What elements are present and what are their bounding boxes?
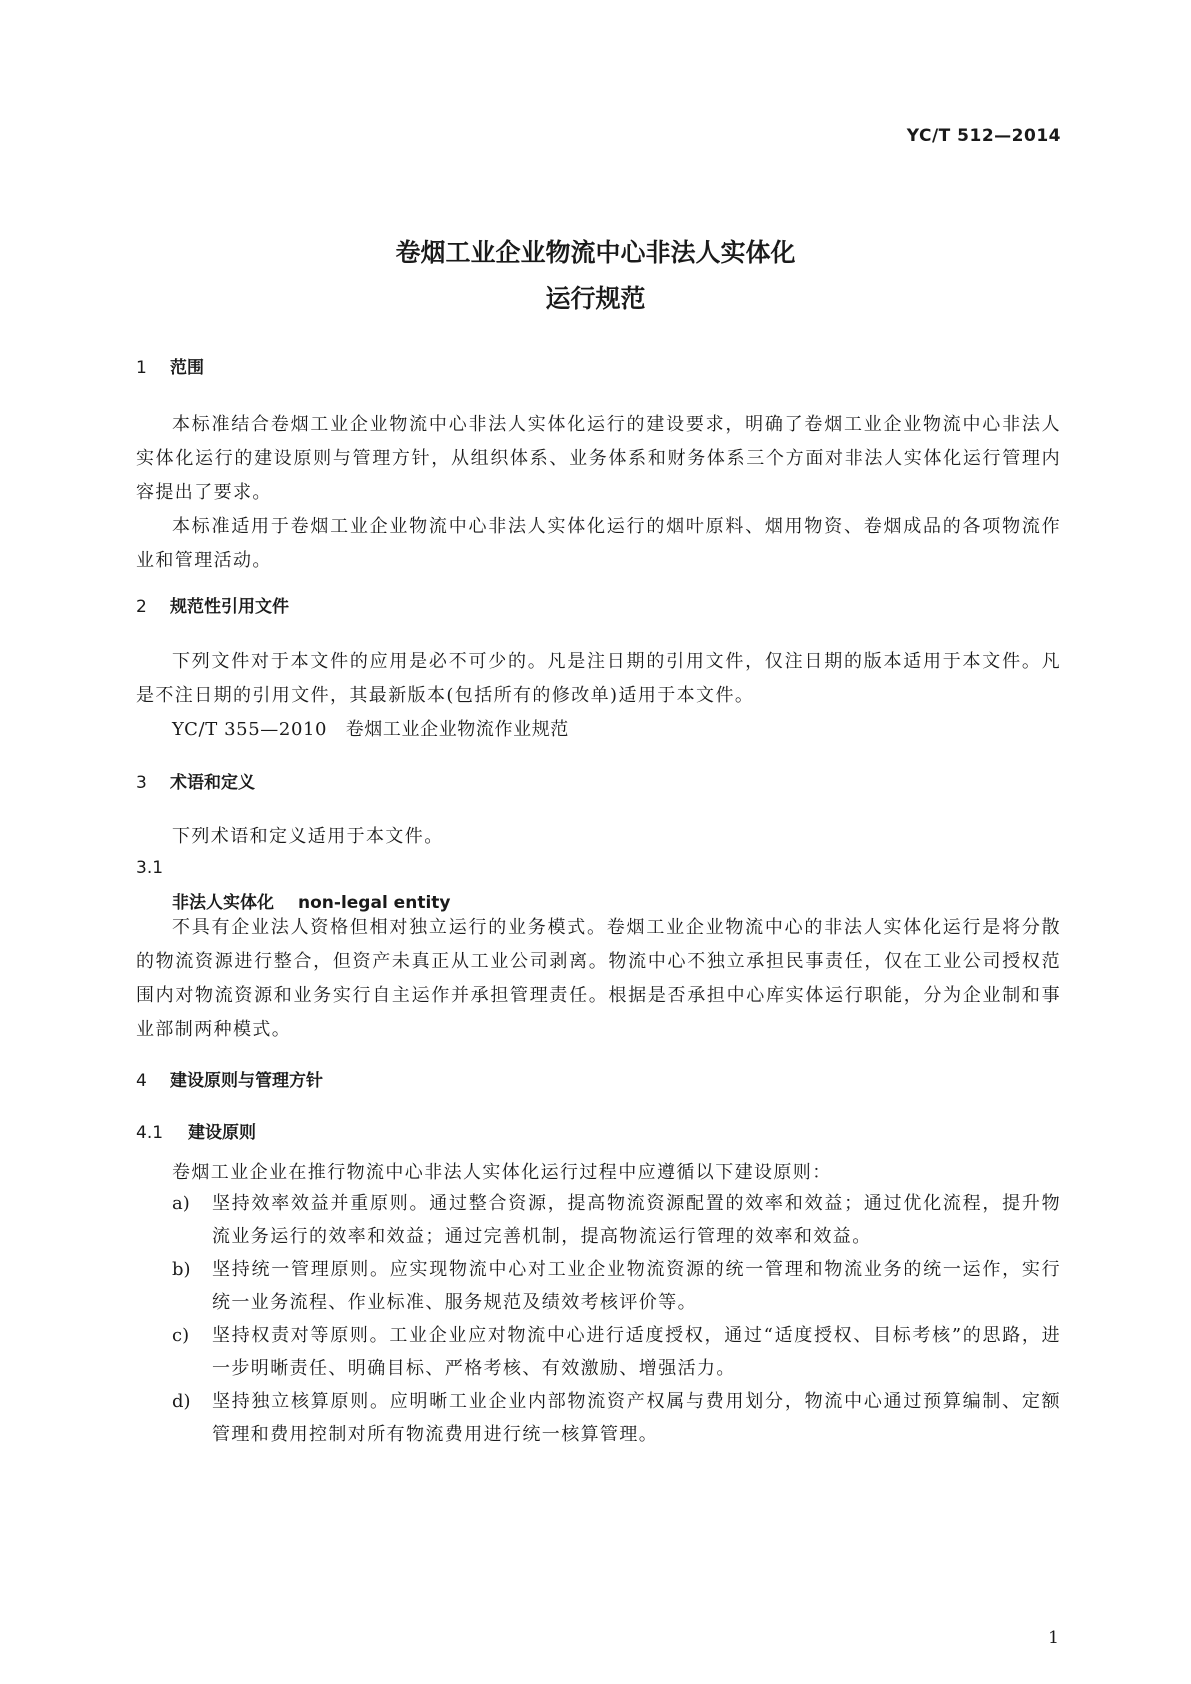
list-item-text: 坚持独立核算原则。应明晰工业企业内部物流资产权属与费用划分，物流中心通过预算编制、定额管理和费用控制对所有物流费用进行统一核算管理。: [212, 1391, 1061, 1445]
term-definition: [136, 911, 1061, 1047]
section-2-heading: [136, 592, 289, 617]
section-2-body: [136, 645, 1061, 747]
title-line-1: 卷烟工业企业物流中心非法人实体化: [395, 238, 796, 267]
paragraph: 下列术语和定义适用于本文件。: [172, 826, 444, 847]
paragraph: 卷烟工业企业在推行物流中心非法人实体化运行过程中应遵循以下建设原则：: [172, 1162, 832, 1183]
paragraph: 本标准适用于卷烟工业企业物流中心非法人实体化运行的烟叶原料、烟用物资、卷烟成品的各项物流作业和管理活动。: [136, 516, 1061, 571]
subsection-4-1-intro: [136, 1156, 1061, 1190]
list-marker: b): [172, 1259, 191, 1280]
paragraph: 本标准结合卷烟工业企业物流中心非法人实体化运行的建设要求，明确了卷烟工业企业物流中心非法人实体化运行的建设原则与管理方针，从组织体系、业务体系和财务体系三个方面对非法人实体化运行管理内容提出了要求。: [136, 414, 1061, 503]
paragraph: 不具有企业法人资格但相对独立运行的业务模式。卷烟工业企业物流中心的非法人实体化运行是将分散的物流资源进行整合，但资产未真正从工业公司剥离。物流中心不独立承担民事责任，仅在工业公司授权范围内对物流资源和业务实行自主运作并承担管理责任。根据是否承担中心库实体运行职能，分为企业制和事业部制两种模式。: [136, 917, 1061, 1040]
term-chinese: 非法人实体化: [172, 893, 274, 913]
list-item-text: 坚持权责对等原则。工业企业应对物流中心进行适度授权，通过“适度授权、目标考核”的思路，进一步明晰责任、明确目标、严格考核、有效激励、增强活力。: [212, 1325, 1061, 1379]
subsection-4-1-heading: [136, 1118, 256, 1143]
normative-reference: YC/T 355—2010 卷烟工业企业物流作业规范: [172, 719, 569, 740]
section-title: 范围: [170, 358, 204, 378]
section-number: 3: [136, 773, 147, 793]
list-marker: a): [172, 1193, 190, 1214]
paragraph: 下列文件对于本文件的应用是必不可少的。凡是注日期的引用文件，仅注日期的版本适用于本文件。凡是不注日期的引用文件，其最新版本(包括所有的修改单)适用于本文件。: [136, 651, 1061, 706]
document-title: [0, 230, 1191, 322]
section-3-intro: [136, 820, 1061, 854]
clause-number: 3.1: [136, 858, 164, 878]
section-number: 4: [136, 1071, 147, 1091]
list-marker: d): [172, 1391, 191, 1412]
section-1-body: [136, 408, 1061, 578]
list-item: [136, 1385, 1061, 1451]
section-1-heading: [136, 353, 204, 378]
subsection-title: 建设原则: [188, 1123, 256, 1143]
section-number: 2: [136, 597, 147, 617]
list-marker: c): [172, 1325, 190, 1346]
list-item: [136, 1319, 1061, 1385]
section-number: 1: [136, 358, 147, 378]
term-entry: [172, 888, 450, 913]
list-item: [136, 1253, 1061, 1319]
principles-list: [136, 1187, 1061, 1451]
list-item-text: 坚持统一管理原则。应实现物流中心对工业企业物流资源的统一管理和物流业务的统一运作，实行统一业务流程、作业标准、服务规范及绩效考核评价等。: [212, 1259, 1061, 1313]
title-line-2: 运行规范: [545, 284, 646, 313]
page-number: 1: [1048, 1628, 1059, 1648]
section-title: 建设原则与管理方针: [170, 1071, 323, 1091]
section-4-heading: [136, 1066, 323, 1091]
list-item: [136, 1187, 1061, 1253]
term-english: non-legal entity: [298, 893, 451, 913]
list-item-text: 坚持效率效益并重原则。通过整合资源，提高物流资源配置的效率和效益；通过优化流程，提升物流业务运行的效率和效益；通过完善机制，提高物流运行管理的效率和效益。: [212, 1193, 1061, 1247]
subsection-number: 4.1: [136, 1123, 164, 1143]
standard-code: YC/T 512—2014: [906, 126, 1061, 146]
section-3-heading: [136, 768, 255, 793]
section-title: 术语和定义: [170, 773, 255, 793]
section-title: 规范性引用文件: [170, 597, 289, 617]
